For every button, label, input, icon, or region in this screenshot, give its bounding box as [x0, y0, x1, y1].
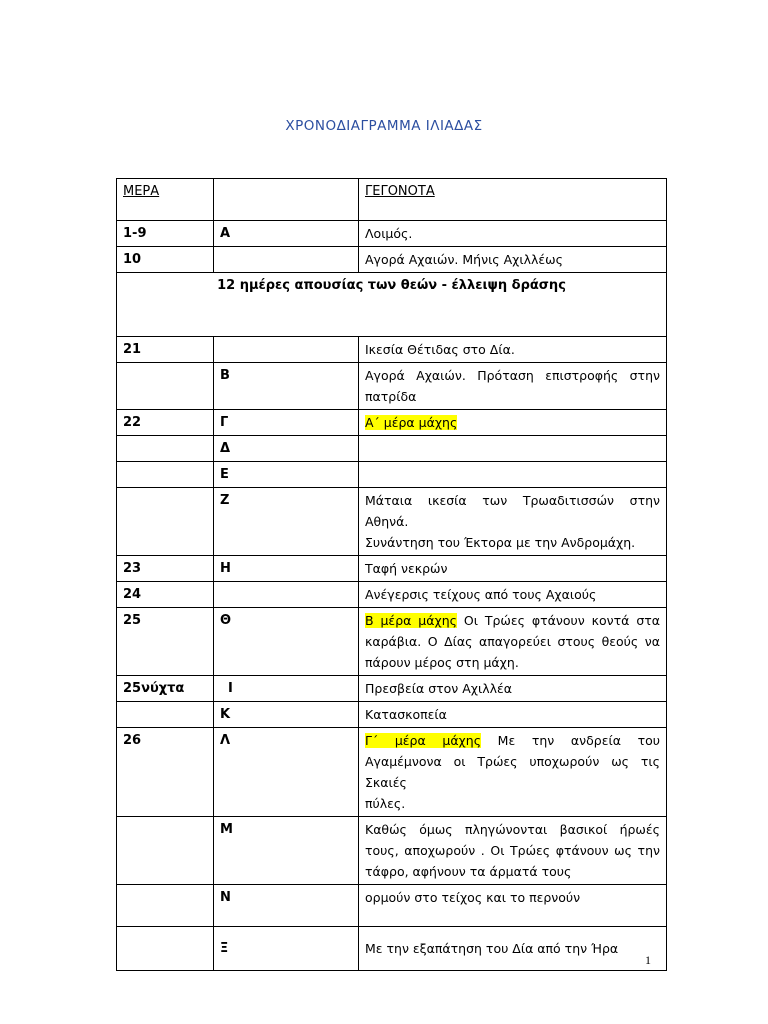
day-cell: 10	[117, 247, 214, 273]
event-cell	[359, 488, 667, 556]
table-row	[117, 702, 667, 728]
table-row	[117, 247, 667, 273]
day-cell: 23	[117, 556, 214, 582]
event-cell	[359, 410, 667, 436]
page-number: 1	[645, 953, 651, 967]
battle-day-highlight: Β μέρα μάχης	[365, 613, 457, 628]
event-text: Με την ανδρεία του Αγαμέμνονα οι Τρώες υποχωρούν ως τις Σκαιές	[365, 733, 660, 790]
day-cell: 24	[117, 582, 214, 608]
event-line: Συνάντηση του Έκτορα με την Ανδρομάχη.	[365, 535, 636, 550]
book-cell: Λ	[214, 728, 359, 817]
event-line: Μάταια ικεσία των Τρωαδιτισσών στην Αθηνά.	[365, 493, 660, 529]
event-cell: Αγορά Αχαιών. Πρόταση επιστροφής στην πατρίδα	[359, 363, 667, 410]
day-cell	[117, 927, 214, 971]
table-row	[117, 885, 667, 927]
day-cell	[117, 817, 214, 885]
day-cell: 22	[117, 410, 214, 436]
table-row	[117, 608, 667, 676]
book-cell: Ξ	[214, 927, 359, 971]
day-cell	[117, 488, 214, 556]
day-cell: 21	[117, 337, 214, 363]
table-row	[117, 462, 667, 488]
table-row	[117, 556, 667, 582]
table-row	[117, 221, 667, 247]
span-row	[117, 273, 667, 337]
book-cell: Γ	[214, 410, 359, 436]
event-cell: Καθώς όμως πληγώνονται βασικοί ήρωές τους, αποχωρούν . Οι Τρώες φτάνουν ως την τάφρο, αφήνουν τα άρματά τους	[359, 817, 667, 885]
book-cell: Κ	[214, 702, 359, 728]
day-cell	[117, 702, 214, 728]
header-book	[214, 179, 359, 221]
table-row	[117, 488, 667, 556]
book-cell	[214, 247, 359, 273]
day-cell	[117, 885, 214, 927]
table-row	[117, 582, 667, 608]
event-cell: Αγορά Αχαιών. Μήνις Αχιλλέως	[359, 247, 667, 273]
event-cell: Λοιμός.	[359, 221, 667, 247]
event-text: Οι Τρώες φτάνουν κοντά στα καράβια. Ο Δίας απαγορεύει στους θεούς να πάρουν μέρος στη μάχη.	[365, 613, 661, 670]
book-cell: Θ	[214, 608, 359, 676]
book-cell: Μ	[214, 817, 359, 885]
event-cell	[359, 462, 667, 488]
event-cell	[359, 608, 667, 676]
event-cell: Ταφή νεκρών	[359, 556, 667, 582]
book-cell: Α	[214, 221, 359, 247]
book-cell: Η	[214, 556, 359, 582]
event-line: πύλες.	[365, 796, 406, 811]
span-cell: 12 ημέρες απουσίας των θεών - έλλειψη δράσης	[117, 273, 667, 337]
day-cell	[117, 462, 214, 488]
book-cell: Ι	[214, 676, 359, 702]
table-row	[117, 927, 667, 971]
header-day: ΜΕΡΑ	[117, 179, 214, 221]
book-cell: Ε	[214, 462, 359, 488]
book-cell: Β	[214, 363, 359, 410]
header-row	[117, 179, 667, 221]
event-cell: Ικεσία Θέτιδας στο Δία.	[359, 337, 667, 363]
table-row	[117, 676, 667, 702]
day-cell: 26	[117, 728, 214, 817]
table-row	[117, 728, 667, 817]
day-cell	[117, 363, 214, 410]
table-row	[117, 337, 667, 363]
table-row	[117, 410, 667, 436]
day-cell: 25	[117, 608, 214, 676]
event-cell: Με την εξαπάτηση του Δία από την Ήρα	[359, 927, 667, 971]
book-cell	[214, 337, 359, 363]
table-row	[117, 363, 667, 410]
day-cell: 25νύχτα	[117, 676, 214, 702]
book-cell: Δ	[214, 436, 359, 462]
book-cell	[214, 582, 359, 608]
event-cell: Πρεσβεία στον Αχιλλέα	[359, 676, 667, 702]
event-cell: ορμούν στο τείχος και το περνούν	[359, 885, 667, 927]
event-cell	[359, 728, 667, 817]
book-cell: Ν	[214, 885, 359, 927]
event-cell: Ανέγερσις τείχους από τους Αχαιούς	[359, 582, 667, 608]
battle-day-highlight: Γ΄ μέρα μάχης	[365, 733, 482, 748]
event-cell: Κατασκοπεία	[359, 702, 667, 728]
table-row	[117, 817, 667, 885]
table-row	[117, 436, 667, 462]
timeline-table	[116, 178, 667, 971]
header-events: ΓΕΓΟΝΟΤΑ	[359, 179, 667, 221]
day-cell: 1-9	[117, 221, 214, 247]
book-cell: Ζ	[214, 488, 359, 556]
document-title: ΧΡΟΝΟΔΙΑΓΡΑΜΜΑ ΙΛΙΑΔΑΣ	[285, 118, 483, 134]
battle-day-highlight: Α΄ μέρα μάχης	[365, 415, 458, 430]
event-cell	[359, 436, 667, 462]
day-cell	[117, 436, 214, 462]
